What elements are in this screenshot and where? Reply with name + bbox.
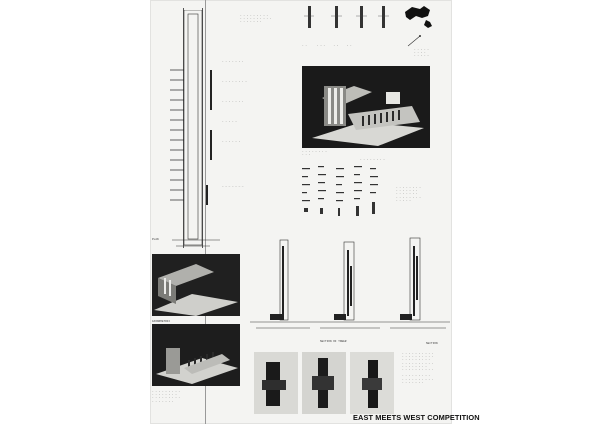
competition-sheet <box>150 0 452 424</box>
axonometric-label: AXONOMETRIC <box>152 320 171 323</box>
diagram-heading: - - - - - - - - <box>360 158 385 161</box>
model-photo-bottom-1 <box>254 352 298 414</box>
elevation-annotation-1: - - - - - - - <box>222 60 244 63</box>
elevation-annotation-2: - - - - - - - - <box>222 80 247 83</box>
plan-label: PLAN <box>152 238 159 241</box>
small-elevation-sketches <box>300 4 392 40</box>
section-scale-label: SECTION <box>426 342 438 345</box>
intro-text-block: - - - - - - - - - - - - - - - - - - - - - - - - - - <box>240 14 272 24</box>
sheet-title: EAST MEETS WEST COMPETITION <box>353 413 480 422</box>
model-photo-bottom-3 <box>350 352 394 414</box>
diagram-text-block: - - - - - - - - - - - - - - - - - - - - - - - - - - - - - - - - - - - <box>396 186 421 202</box>
model-photo-bottom-2 <box>302 352 346 414</box>
sketch-captions: - - - - - - - - - <box>302 44 352 47</box>
elevation-annotation-6: _ _ _ _ _ _ _ <box>222 184 244 187</box>
photo-caption-1: - - - - - - - - - - - <box>302 150 327 157</box>
elevation-annotation-3: - - - - - - - <box>222 100 244 103</box>
map-caption: - - - - - - - - - - - - - - <box>414 48 429 58</box>
section-diagram-bars <box>300 162 390 220</box>
model-photo-large <box>302 66 430 148</box>
lower-left-text-block: - - - - - - - - - - - - - - - - - - - - - - - - - - - - - - - - - <box>152 390 181 403</box>
map-icon <box>402 4 442 32</box>
model-photo-street <box>152 324 240 386</box>
description-text-block: - - - - - - - - - - - - - - - - - - - - - - - - - - - - - - - - - - - - - - - - - - - - - - - - - - - - - - - - - - - - - - - - - - - - - - - - - - - - - - - - - - - <box>402 352 434 384</box>
north-arrow-icon <box>406 34 424 48</box>
elevation-annotation-5: - - - - - - <box>222 140 241 143</box>
model-photo-axonometric <box>152 254 240 316</box>
tower-sections <box>250 236 450 346</box>
section-label: SECTION OF TOWER <box>320 340 347 343</box>
elevation-annotation-4: - - - - - <box>222 120 237 123</box>
tower-elevation-drawing <box>170 10 228 250</box>
